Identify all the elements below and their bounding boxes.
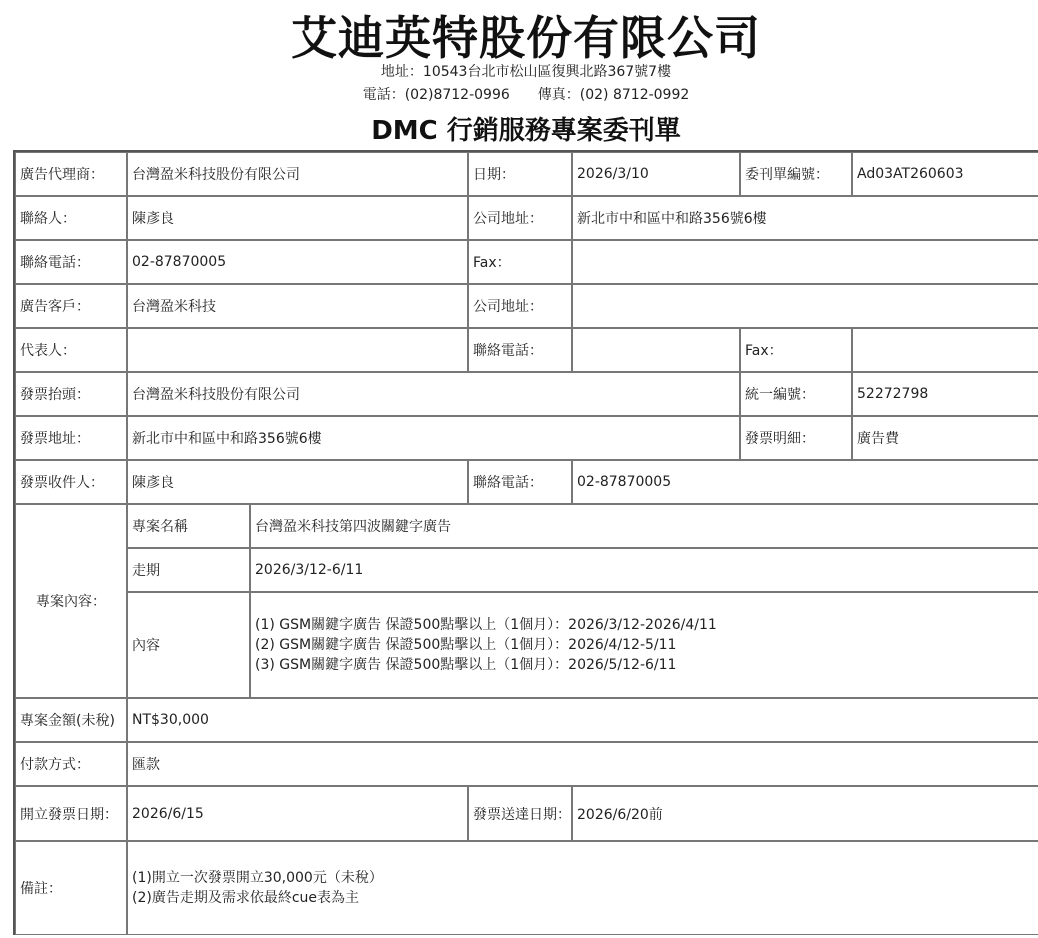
invoice-title-label: 發票抬頭：: [15, 372, 127, 416]
row-invoice-recipient: [15, 460, 1038, 504]
delivery-date-value: 2026/6/20前: [572, 786, 1038, 841]
project-label: 專案內容：: [15, 504, 127, 698]
date-label: 日期：: [468, 152, 572, 196]
invoice-date-label: 開立發票日期：: [15, 786, 127, 841]
project-name-value: 台灣盈米科技第四波關鍵字廣告: [250, 504, 1038, 548]
agency-value: 台灣盈米科技股份有限公司: [127, 152, 468, 196]
remarks-lines: [127, 841, 1038, 935]
contact-value: 陳彥良: [127, 196, 468, 240]
invoice-date-value: 2026/6/15: [127, 786, 468, 841]
rep-label: 代表人：: [15, 328, 127, 372]
contact-phone-value: 02-87870005: [127, 240, 468, 284]
row-invoice-address: [15, 416, 1038, 460]
amount-value: NT$30,000: [127, 698, 1038, 742]
tax-id-value: 52272798: [852, 372, 1038, 416]
agency-label: 廣告代理商：: [15, 152, 127, 196]
order-no-label: 委刊單編號：: [740, 152, 852, 196]
fax-value: [572, 240, 1038, 284]
invoice-detail-label: 發票明細：: [740, 416, 852, 460]
invoice-recipient-value: 陳彥良: [127, 460, 468, 504]
row-client: [15, 284, 1038, 328]
recipient-phone-value: 02-87870005: [572, 460, 1038, 504]
order-form-table: [13, 150, 1038, 935]
invoice-addr-value: 新北市中和區中和路356號6樓: [127, 416, 740, 460]
row-period: [15, 548, 1038, 592]
company-contact: [0, 84, 1038, 104]
rep-fax-value: [852, 328, 1038, 372]
company-phone: 電話：(02)8712-0996: [362, 87, 510, 103]
row-project-name: [15, 504, 1038, 548]
project-name-label: 專案名稱: [127, 504, 250, 548]
remark-line: (1)開立一次發票開立30,000元（未稅）: [132, 870, 383, 886]
content-line: (1) GSM關鍵字廣告 保證500點擊以上（1個月）：2026/3/12-2026/4/11: [255, 617, 717, 633]
company-fax: 傳真：(02) 8712-0992: [537, 87, 690, 103]
invoice-detail-value: 廣告費: [852, 416, 1038, 460]
amount-label: 專案金額(未稅): [15, 698, 127, 742]
invoice-recipient-label: 發票收件人：: [15, 460, 127, 504]
company-addr-label: 公司地址：: [468, 196, 572, 240]
client-value: 台灣盈米科技: [127, 284, 468, 328]
contact-label: 聯絡人：: [15, 196, 127, 240]
period-value: 2026/3/12-6/11: [250, 548, 1038, 592]
company-address: 地址：10543台北市松山區復興北路367號7樓: [380, 64, 672, 80]
content-line: (3) GSM關鍵字廣告 保證500點擊以上（1個月）：2026/5/12-6/11: [255, 657, 677, 673]
delivery-date-label: 發票送達日期：: [468, 786, 572, 841]
order-no-value: Ad03AT260603: [852, 152, 1038, 196]
rep-fax-label: Fax：: [740, 328, 852, 372]
row-representative: [15, 328, 1038, 372]
row-amount: [15, 698, 1038, 742]
remarks-label: 備註：: [15, 841, 127, 935]
row-remarks: [15, 841, 1038, 935]
payment-label: 付款方式：: [15, 742, 127, 786]
payment-value: 匯款: [127, 742, 1038, 786]
client-label: 廣告客戶：: [15, 284, 127, 328]
client-addr-value: [572, 284, 1038, 328]
remark-line: (2)廣告走期及需求依最終cue表為主: [132, 890, 360, 906]
rep-value: [127, 328, 468, 372]
rep-phone-value: [572, 328, 740, 372]
content-line: (2) GSM關鍵字廣告 保證500點擊以上（1個月）：2026/4/12-5/11: [255, 637, 677, 653]
row-invoice-dates: [15, 786, 1038, 841]
document-title: DMC 行銷服務專案委刊單: [371, 116, 681, 146]
row-contact-phone: [15, 240, 1038, 284]
row-agency: [15, 152, 1038, 196]
row-contact: [15, 196, 1038, 240]
content-label: 內容: [127, 592, 250, 698]
fax-label: Fax：: [468, 240, 572, 284]
tax-id-label: 統一編號：: [740, 372, 852, 416]
recipient-phone-label: 聯絡電話：: [468, 460, 572, 504]
row-content: [15, 592, 1038, 698]
client-addr-label: 公司地址：: [468, 284, 572, 328]
row-invoice-title: [15, 372, 1038, 416]
date-value: 2026/3/10: [572, 152, 740, 196]
content-lines: [250, 592, 1038, 698]
row-payment: [15, 742, 1038, 786]
period-label: 走期: [127, 548, 250, 592]
invoice-title-value: 台灣盈米科技股份有限公司: [127, 372, 740, 416]
invoice-addr-label: 發票地址：: [15, 416, 127, 460]
rep-phone-label: 聯絡電話：: [468, 328, 572, 372]
company-name: 艾迪英特股份有限公司: [291, 11, 761, 65]
company-addr-value: 新北市中和區中和路356號6樓: [572, 196, 1038, 240]
contact-phone-label: 聯絡電話：: [15, 240, 127, 284]
